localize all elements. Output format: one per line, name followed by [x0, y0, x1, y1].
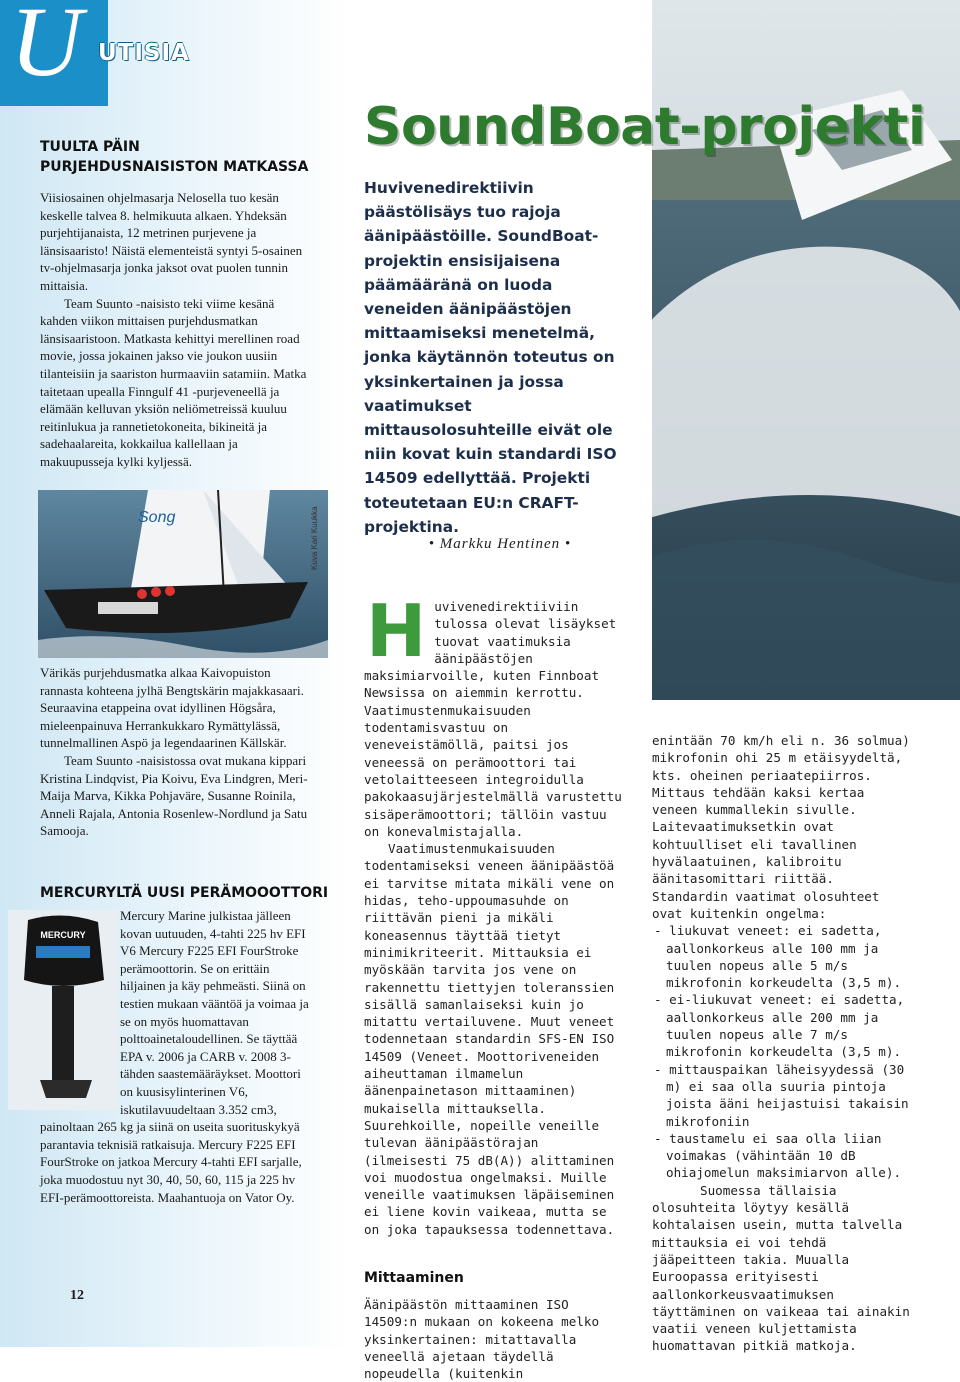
motor-brand-label: MERCURY	[40, 930, 86, 940]
sailing-article-continued	[40, 664, 312, 840]
section-logo-letter: U	[10, 0, 83, 97]
sailing-article	[40, 137, 310, 471]
main-paragraph-4: enintään 70 km/h eli n. 36 solmua) mikrofonin ohi 25 m etäisyydeltä, kts. oheinen periaatepiirros. Mittaus tehdään kaksi kertaa veneen kummallekin sivulle. Laitevaatimuksetkin ovat kohtuulliset eli tavallinen hyvälaatuinen, kalibroitu äänitasomittari riittää. Standardin vaatimat olosuhteet ovat kuitenkin ongelma:	[652, 733, 910, 921]
page-number: 12	[70, 1288, 84, 1303]
main-paragraph-2: Vaatimustenmukaisuuden todentamiseksi veneen äänipäästöä ei tarvitse mitata mikäli vene on hidas, teho-uppoumasuhde on riittävän pieni ja mikäli koneasennus täyttää tietyt minimikriteerit. Mittauksia ei myöskään tarvita jos vene on rakennettu tiettyjen toleranssien sisällä samanlaiseksi kuin jo mitattu vertailuvene. Muut veneet todennetaan standardin SFS-EN ISO 14509 (Veneet. Moottoriveneiden aiheuttaman ilmamelun äänenpainetason mittaaminen) mukaisella mittauksella. Suurehkoille, nopeille veneille tulevan äänipäästörajan (ilmeisesti 75 dB(A)) alittaminen voi muodostua ongelmaksi. Muille veneille vaatimuksen läpäiseminen ei liene kovin vaikeaa, mutta se on joka tapauksessa todennettava.	[364, 841, 615, 1237]
drop-cap: H	[366, 589, 427, 673]
main-paragraph-5: Suomessa tällaisia olosuhteita löytyy kesällä kohtalaisen usein, mutta talvella mittauksia ei voi tehdä jääpeitteen takia. Muualla Euroopassa erityisesti aallonkorkeusvaatimuksen täyttäminen on vaikeaa tai ainakin vaatii veneen kuljettamista huomattavan pitkiä matkoja.	[652, 1182, 910, 1354]
photo-credit: Kuva Kari Kuukka	[310, 506, 319, 570]
list-item: - taustamelu ei saa olla liian voimakas (vähintään 10 dB ohiajomelun maksimiarvon alle).	[654, 1130, 902, 1181]
list-item: - mittauspaikan läheisyydessä (30 m) ei saa olla suuria pintoja joista ääni heijastuisi takaisin mikrofoniin	[654, 1061, 909, 1129]
list-item: - liukuvat veneet: ei sadetta, aallonkorkeus alle 100 mm ja tuulen nopeus alle 5 m/s mikrofonin korkeudelta (3,5 m).	[654, 923, 902, 991]
subheading-measurement: Mittaaminen	[364, 1269, 464, 1286]
hull-logo	[98, 602, 158, 614]
mercury-body: Mercury Marine julkistaa jälleen kovan uutuuden, 4-tahti 225 hv EFI V6 Mercury F225 EFI FourStroke perämoottorin. Se on erittäin hiljainen ja käy pehmeästi. Siinä on testien mukaan vääntöä ja voimaa ja se on myös huomattavan polttoainetaloudellinen. Se täyttää EPA v. 2006 ja CARB v. 2008 3-tähden saastemääräykset. Moottori on kuusisylinterinen V6, iskutilavuudeltaan 3.352 cm3, painoltaan 265 kg ja siinä on useita suorituskykyä parantavia teknisiä ratkaisuja. Mercury F225 EFI FourStroke on jatkoa Mercury 4-tahti EFI sarjalle, joka muodostuu nyt 30, 40, 50, 60, 115 ja 225 hv EFI-perämoottoreista. Maahantuoja on Vator Oy.	[40, 908, 309, 1205]
sailboat-photo	[38, 490, 328, 658]
sail-logo: Song	[138, 509, 176, 526]
sailing-heading: TUULTA PÄIN PURJEHDUSNAISISTON MATKASSA	[40, 139, 309, 175]
section-title: UTISIA	[98, 40, 190, 66]
main-paragraph-3: Äänipäästön mittaaminen ISO 14509:n mukaan on kokeena melko yksinkertainen: mitattavalla veneellä ajetaan täydellä nopeudella (kuitenkin	[364, 1296, 600, 1382]
conditions-list	[652, 922, 910, 1181]
main-column-1	[364, 589, 622, 1382]
sailing-paragraph-4: Team Suunto -naisistossa ovat mukana kippari Kristina Lindqvist, Pia Koivu, Eva Lindgren, Meri-Maija Marva, Kikka Pohjaväre, Susanne Roinila, Anneli Rajala, Antonia Rosenlew-Nordlund ja Satu Samooja.	[40, 752, 308, 839]
crew-member	[165, 586, 175, 596]
article-byline: • Markku Hentinen •	[428, 536, 572, 552]
motor-wrap-spacer	[40, 907, 120, 1101]
mercury-heading: MERCURYLTÄ UUSI PERÄMOOOTTORI	[40, 885, 329, 901]
main-paragraph-1: uvivenedirektiiviin tulossa olevat lisäykset tuovat vaatimuksia äänipäästöjen maksimiarvoille, kuten Finnboat Newsissa on aiemmin kerrottu. Vaatimustenmukaisuuden todentamisvastuu on veneveistämöllä, paitsi jos veneessä on perämoottori tai vetolaitteeseen integroidulla pakokaasujärjestelmällä varustettu sisäperämoottori; tällöin vastuu on konevalmistajalla.	[364, 599, 622, 839]
sailing-paragraph-2: Team Suunto -naisisto teki viime kesänä kahden viikon mittaisen purjehdusmatkan länsisaaristoon. Matkasta kehittyi merellinen road movie, jossa jokainen jakso vie joukon uusiin tilanteisiin ja saariston hurmaaviin satamiin. Matka taitetaan upealla Finngulf 41 -purjeveneellä ja elämään kelluvan yksiön neliömetreissä kuuluu reitinlukua ja rannetietokoneita, bikineitä ja sadehaalareita, kokkailua kallellaan ja makuupusseja kylki kyljessä.	[40, 295, 307, 469]
main-column-2	[652, 732, 910, 1355]
mercury-paragraph	[40, 907, 312, 1206]
crew-member	[137, 589, 147, 599]
list-item: - ei-liukuvat veneet: ei sadetta, aallonkorkeus alle 200 mm ja tuulen nopeus alle 7 m/s mikrofonin korkeudelta (3,5 m).	[654, 992, 905, 1060]
crew-member	[151, 587, 161, 597]
article-title: SoundBoat-projekti	[364, 96, 926, 157]
sailing-paragraph-3: Värikäs purjehdusmatka alkaa Kaivopuiston rannasta kohteena jylhä Bengtskärin majakkasaari. Seuraavina etappeina ovat idyllinen Högsåra, mieleenpainuva Herrankukkaro Rymättylässä, tunnelmallinen Aspö ja legendaarinen Källskär.	[40, 665, 304, 751]
spray	[652, 247, 960, 520]
sailing-paragraph-1: Viisiosainen ohjelmasarja Nelosella tuo kesän keskelle talvea 8. helmikuuta alkaen. Yhdeksän purjehtijanaista, 12 metrinen purjevene ja länsisaaristo! Näistä elementeistä syntyi 5-osainen tv-ohjelmasarja jonka jaksot ovat puolen tunnin mittaisia.	[40, 190, 303, 293]
section-logo	[0, 0, 108, 106]
article-lead: Huvivenedirektiivin päästölisäys tuo rajoja äänipäästöille. SoundBoat-projektin ensisijaisena päämääränä on luoda veneiden äänipäästöjen mittaamiseksi menetelmä, jonka käytännön toteutus on yksinkertainen ja jossa vaatimukset mittausolosuhteille eivät ole niin kovat kuin standardi ISO 14509 edellyttää. Projekti toteutetaan EU:n CRAFT-projektina.	[364, 179, 617, 536]
